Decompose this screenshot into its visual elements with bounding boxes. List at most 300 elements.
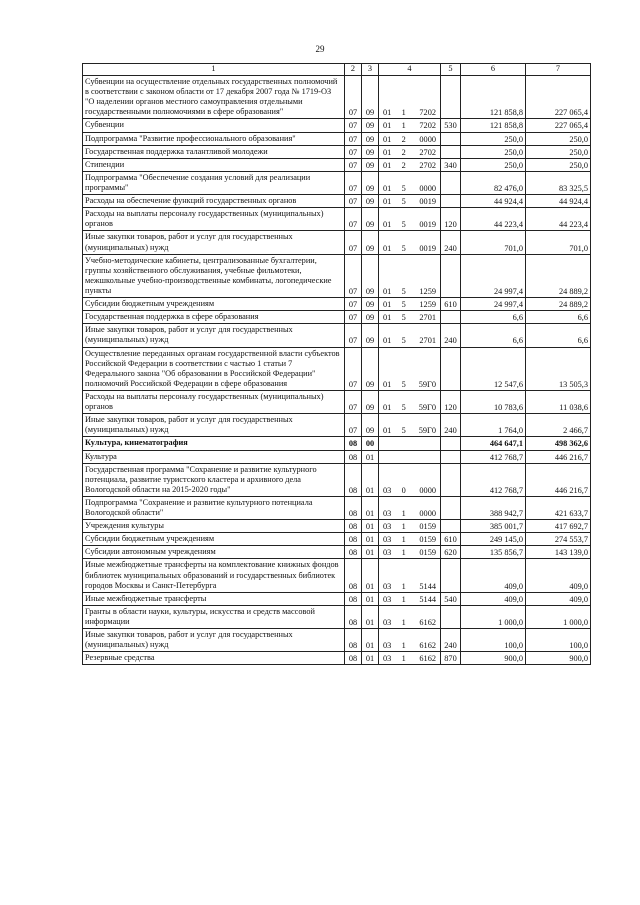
row-expense-type: 870 xyxy=(441,652,461,665)
row-section: 07 xyxy=(345,414,362,437)
row-direction-code: 0019 xyxy=(419,220,436,230)
row-subprogram-code: 5 xyxy=(401,426,406,436)
row-program-code: 01 xyxy=(383,147,392,157)
row-expense-type: 530 xyxy=(441,119,461,132)
row-subsection: 01 xyxy=(362,629,379,652)
row-amount-2017: 2 466,7 xyxy=(526,414,591,437)
row-expense-type: 540 xyxy=(441,592,461,605)
row-expense-type xyxy=(441,463,461,496)
row-section: 07 xyxy=(345,390,362,413)
row-amount-2017: 24 889,2 xyxy=(526,298,591,311)
row-amount-2016: 249 145,0 xyxy=(461,533,526,546)
row-program-code: 03 xyxy=(383,618,392,628)
table-row xyxy=(83,414,591,437)
row-section: 07 xyxy=(345,254,362,297)
row-amount-2016: 409,0 xyxy=(461,592,526,605)
row-subprogram-code: 0 xyxy=(401,485,406,495)
row-program-code: 03 xyxy=(383,509,392,519)
row-target-code xyxy=(379,414,441,437)
row-amount-2016: 412 768,7 xyxy=(461,450,526,463)
row-amount-2016: 10 783,6 xyxy=(461,390,526,413)
row-direction-code: 0000 xyxy=(419,183,436,193)
row-target-code xyxy=(379,195,441,208)
row-direction-code: 6162 xyxy=(419,654,436,664)
row-direction-code: 5144 xyxy=(419,594,436,604)
row-program-code: 01 xyxy=(383,300,392,310)
row-amount-2016: 1 764,0 xyxy=(461,414,526,437)
row-direction-code: 6162 xyxy=(419,641,436,651)
row-name: Расходы на выплаты персоналу государственных (муниципальных) органов xyxy=(83,390,345,413)
row-target-code xyxy=(379,437,441,450)
row-direction-code: 1259 xyxy=(419,300,436,310)
row-name: Резервные средства xyxy=(83,652,345,665)
row-expense-type: 610 xyxy=(441,298,461,311)
header-col-4: 4 xyxy=(379,64,441,76)
row-direction-code: 0000 xyxy=(419,509,436,519)
row-direction-code: 2702 xyxy=(419,160,436,170)
row-name: Стипендии xyxy=(83,158,345,171)
row-target-code xyxy=(379,629,441,652)
row-subsection: 09 xyxy=(362,171,379,194)
row-subprogram-code: 1 xyxy=(401,121,406,131)
row-name: Иные закупки товаров, работ и услуг для государственных (муниципальных) нужд xyxy=(83,629,345,652)
row-name: Учреждения культуры xyxy=(83,520,345,533)
row-amount-2016: 44 223,4 xyxy=(461,208,526,231)
row-name: Субсидии бюджетным учреждениям xyxy=(83,533,345,546)
row-target-code xyxy=(379,298,441,311)
row-expense-type xyxy=(441,496,461,519)
row-amount-2017: 1 000,0 xyxy=(526,605,591,628)
row-expense-type: 240 xyxy=(441,629,461,652)
row-amount-2016: 121 858,8 xyxy=(461,119,526,132)
row-amount-2016: 701,0 xyxy=(461,231,526,254)
row-subprogram-code: 2 xyxy=(401,160,406,170)
row-subprogram-code: 5 xyxy=(401,300,406,310)
row-direction-code: 5144 xyxy=(419,581,436,591)
table-row xyxy=(83,231,591,254)
row-subprogram-code: 5 xyxy=(401,313,406,323)
row-direction-code: 2702 xyxy=(419,147,436,157)
row-section: 07 xyxy=(345,324,362,347)
row-direction-code: 0019 xyxy=(419,243,436,253)
row-target-code xyxy=(379,592,441,605)
row-section: 08 xyxy=(345,652,362,665)
table-row xyxy=(83,520,591,533)
row-program-code: 03 xyxy=(383,548,392,558)
row-direction-code: 59Г0 xyxy=(418,426,436,436)
row-direction-code: 0159 xyxy=(419,535,436,545)
row-amount-2016: 1 000,0 xyxy=(461,605,526,628)
row-program-code: 01 xyxy=(383,286,392,296)
row-program-code: 01 xyxy=(383,108,392,118)
row-target-code xyxy=(379,158,441,171)
row-subprogram-code: 2 xyxy=(401,134,406,144)
row-amount-2017: 250,0 xyxy=(526,132,591,145)
row-expense-type: 240 xyxy=(441,231,461,254)
row-subsection: 01 xyxy=(362,652,379,665)
table-row xyxy=(83,437,591,450)
table-row xyxy=(83,311,591,324)
row-amount-2016: 24 997,4 xyxy=(461,298,526,311)
row-subsection: 09 xyxy=(362,231,379,254)
row-section: 07 xyxy=(345,298,362,311)
table-row xyxy=(83,629,591,652)
row-target-code xyxy=(379,119,441,132)
row-name: Подпрограмма "Обеспечение создания условий для реализации программы" xyxy=(83,171,345,194)
row-section: 08 xyxy=(345,559,362,592)
row-subprogram-code: 5 xyxy=(401,183,406,193)
row-name: Государственная программа "Сохранение и развитие культурного потенциала, развитие туристского кластера и архивного дела Вологодской области на 2015-2020 годы" xyxy=(83,463,345,496)
row-section: 08 xyxy=(345,450,362,463)
row-amount-2016: 100,0 xyxy=(461,629,526,652)
row-subsection: 01 xyxy=(362,450,379,463)
row-target-code xyxy=(379,605,441,628)
row-section: 08 xyxy=(345,463,362,496)
row-program-code: 01 xyxy=(383,243,392,253)
row-subsection: 09 xyxy=(362,158,379,171)
page-number: 29 xyxy=(315,44,325,54)
row-name: Иные межбюджетные трансферты на комплектование книжных фондов библиотек муниципальных образований и государственных библиотек городов Москвы и Санкт-Петербурга xyxy=(83,559,345,592)
row-name: Субвенции xyxy=(83,119,345,132)
row-subprogram-code: 5 xyxy=(401,220,406,230)
table-row xyxy=(83,171,591,194)
row-section: 07 xyxy=(345,195,362,208)
row-target-code xyxy=(379,546,441,559)
row-section: 08 xyxy=(345,629,362,652)
row-target-code xyxy=(379,145,441,158)
row-direction-code: 0159 xyxy=(419,548,436,558)
row-section: 08 xyxy=(345,592,362,605)
row-subsection: 09 xyxy=(362,390,379,413)
row-name: Субсидии бюджетным учреждениям xyxy=(83,298,345,311)
row-direction-code: 7202 xyxy=(419,121,436,131)
row-target-code xyxy=(379,652,441,665)
table-header-row xyxy=(83,64,591,76)
header-col-1: 1 xyxy=(83,64,345,76)
row-subsection: 01 xyxy=(362,533,379,546)
row-expense-type xyxy=(441,520,461,533)
row-subsection: 01 xyxy=(362,463,379,496)
row-direction-code: 1259 xyxy=(419,286,436,296)
row-section: 07 xyxy=(345,231,362,254)
row-name: Иные межбюджетные трансферты xyxy=(83,592,345,605)
row-section: 07 xyxy=(345,158,362,171)
row-direction-code: 0159 xyxy=(419,522,436,532)
row-subprogram-code: 1 xyxy=(401,618,406,628)
table-row xyxy=(83,463,591,496)
row-program-code: 01 xyxy=(383,403,392,413)
row-program-code: 01 xyxy=(383,336,392,346)
table-row xyxy=(83,132,591,145)
row-target-code xyxy=(379,171,441,194)
table-row xyxy=(83,546,591,559)
row-program-code: 01 xyxy=(383,379,392,389)
row-amount-2017: 100,0 xyxy=(526,629,591,652)
row-expense-type: 240 xyxy=(441,324,461,347)
table-row xyxy=(83,559,591,592)
table-row xyxy=(83,496,591,519)
row-subprogram-code: 1 xyxy=(401,509,406,519)
row-subsection: 09 xyxy=(362,119,379,132)
row-amount-2016: 409,0 xyxy=(461,559,526,592)
table-row xyxy=(83,324,591,347)
row-subsection: 01 xyxy=(362,605,379,628)
table-row xyxy=(83,298,591,311)
row-expense-type xyxy=(441,171,461,194)
row-program-code: 01 xyxy=(383,426,392,436)
row-expense-type xyxy=(441,145,461,158)
row-target-code xyxy=(379,311,441,324)
row-name: Гранты в области науки, культуры, искусства и средств массовой информации xyxy=(83,605,345,628)
row-subsection: 01 xyxy=(362,559,379,592)
row-subsection: 09 xyxy=(362,254,379,297)
row-subsection: 09 xyxy=(362,311,379,324)
row-amount-2016: 412 768,7 xyxy=(461,463,526,496)
row-subsection: 01 xyxy=(362,592,379,605)
table-row xyxy=(83,119,591,132)
row-subsection: 09 xyxy=(362,414,379,437)
row-amount-2017: 250,0 xyxy=(526,145,591,158)
row-name: Расходы на выплаты персоналу государственных (муниципальных) органов xyxy=(83,208,345,231)
row-amount-2016: 121 858,8 xyxy=(461,76,526,119)
row-direction-code: 59Г0 xyxy=(418,379,436,389)
row-amount-2016: 6,6 xyxy=(461,324,526,347)
row-amount-2017: 900,0 xyxy=(526,652,591,665)
row-target-code xyxy=(379,520,441,533)
row-subsection: 09 xyxy=(362,76,379,119)
row-target-code xyxy=(379,208,441,231)
row-expense-type xyxy=(441,450,461,463)
row-amount-2016: 900,0 xyxy=(461,652,526,665)
row-amount-2017: 446 216,7 xyxy=(526,463,591,496)
row-amount-2017: 44 924,4 xyxy=(526,195,591,208)
row-amount-2016: 464 647,1 xyxy=(461,437,526,450)
row-section: 08 xyxy=(345,546,362,559)
row-subsection: 09 xyxy=(362,195,379,208)
row-program-code: 01 xyxy=(383,160,392,170)
row-subprogram-code: 2 xyxy=(401,147,406,157)
row-section: 07 xyxy=(345,145,362,158)
row-name: Культура, кинематография xyxy=(83,437,345,450)
row-program-code: 03 xyxy=(383,641,392,651)
row-section: 07 xyxy=(345,311,362,324)
row-subsection: 09 xyxy=(362,347,379,390)
row-program-code: 03 xyxy=(383,594,392,604)
row-expense-type xyxy=(441,605,461,628)
table-row xyxy=(83,145,591,158)
row-subprogram-code: 1 xyxy=(401,594,406,604)
row-target-code xyxy=(379,463,441,496)
header-col-6: 6 xyxy=(461,64,526,76)
row-target-code xyxy=(379,533,441,546)
row-subprogram-code: 1 xyxy=(401,522,406,532)
row-name: Расходы на обеспечение функций государственных органов xyxy=(83,195,345,208)
row-target-code xyxy=(379,496,441,519)
row-program-code: 01 xyxy=(383,183,392,193)
row-amount-2016: 44 924,4 xyxy=(461,195,526,208)
row-amount-2016: 24 997,4 xyxy=(461,254,526,297)
row-amount-2016: 250,0 xyxy=(461,158,526,171)
row-section: 08 xyxy=(345,496,362,519)
row-amount-2016: 12 547,6 xyxy=(461,347,526,390)
row-name: Учебно-методические кабинеты, централизованные бухгалтерии, группы хозяйственного обслуживания, учебные фильмотеки, межшкольные учебно-производственные комбинаты, логопедические пункты xyxy=(83,254,345,297)
row-amount-2017: 274 553,7 xyxy=(526,533,591,546)
table-row xyxy=(83,592,591,605)
row-subprogram-code: 5 xyxy=(401,403,406,413)
row-target-code xyxy=(379,324,441,347)
row-section: 08 xyxy=(345,437,362,450)
row-subprogram-code: 5 xyxy=(401,243,406,253)
row-subprogram-code: 1 xyxy=(401,654,406,664)
row-amount-2016: 385 001,7 xyxy=(461,520,526,533)
row-section: 08 xyxy=(345,533,362,546)
row-expense-type xyxy=(441,76,461,119)
row-expense-type: 340 xyxy=(441,158,461,171)
table-row xyxy=(83,208,591,231)
row-amount-2017: 227 065,4 xyxy=(526,76,591,119)
row-program-code: 03 xyxy=(383,535,392,545)
budget-table xyxy=(82,63,591,665)
row-name: Иные закупки товаров, работ и услуг для государственных (муниципальных) нужд xyxy=(83,414,345,437)
row-subprogram-code: 1 xyxy=(401,108,406,118)
row-program-code: 03 xyxy=(383,485,392,495)
row-target-code xyxy=(379,390,441,413)
table-row xyxy=(83,195,591,208)
row-amount-2017: 409,0 xyxy=(526,559,591,592)
row-expense-type: 120 xyxy=(441,208,461,231)
row-amount-2016: 250,0 xyxy=(461,145,526,158)
row-name: Государственная поддержка в сфере образования xyxy=(83,311,345,324)
row-name: Культура xyxy=(83,450,345,463)
row-section: 08 xyxy=(345,520,362,533)
row-program-code: 03 xyxy=(383,522,392,532)
row-subsection: 09 xyxy=(362,324,379,347)
row-subsection: 09 xyxy=(362,132,379,145)
row-amount-2017: 44 223,4 xyxy=(526,208,591,231)
row-expense-type xyxy=(441,254,461,297)
row-section: 07 xyxy=(345,171,362,194)
row-subsection: 09 xyxy=(362,298,379,311)
row-program-code: 01 xyxy=(383,220,392,230)
row-subsection: 01 xyxy=(362,520,379,533)
row-amount-2017: 83 325,5 xyxy=(526,171,591,194)
row-subprogram-code: 1 xyxy=(401,548,406,558)
row-amount-2017: 417 692,7 xyxy=(526,520,591,533)
row-subprogram-code: 5 xyxy=(401,286,406,296)
row-program-code: 01 xyxy=(383,197,392,207)
row-program-code: 01 xyxy=(383,134,392,144)
row-subprogram-code: 1 xyxy=(401,641,406,651)
row-expense-type xyxy=(441,559,461,592)
row-expense-type: 120 xyxy=(441,390,461,413)
table-row xyxy=(83,652,591,665)
row-name: Государственная поддержка талантливой молодежи xyxy=(83,145,345,158)
row-target-code xyxy=(379,450,441,463)
table-row xyxy=(83,347,591,390)
row-target-code xyxy=(379,254,441,297)
row-direction-code: 0000 xyxy=(419,485,436,495)
row-amount-2017: 13 505,3 xyxy=(526,347,591,390)
row-name: Субвенции на осуществление отдельных государственных полномочий в соответствии с законом области от 17 декабря 2007 года № 1719-ОЗ "О наделении органов местного самоуправления отдельными государственными полномочиями в сфере образования" xyxy=(83,76,345,119)
row-subprogram-code: 1 xyxy=(401,535,406,545)
row-amount-2017: 498 362,6 xyxy=(526,437,591,450)
row-amount-2017: 409,0 xyxy=(526,592,591,605)
row-amount-2016: 250,0 xyxy=(461,132,526,145)
header-col-2: 2 xyxy=(345,64,362,76)
table-row xyxy=(83,533,591,546)
row-expense-type: 240 xyxy=(441,414,461,437)
row-subsection: 00 xyxy=(362,437,379,450)
row-direction-code: 59Г0 xyxy=(418,403,436,413)
row-amount-2017: 250,0 xyxy=(526,158,591,171)
row-name: Субсидии автономным учреждениям xyxy=(83,546,345,559)
row-direction-code: 2701 xyxy=(419,336,436,346)
row-name: Иные закупки товаров, работ и услуг для государственных (муниципальных) нужд xyxy=(83,324,345,347)
row-subprogram-code: 5 xyxy=(401,379,406,389)
row-subprogram-code: 1 xyxy=(401,581,406,591)
row-subsection: 01 xyxy=(362,546,379,559)
row-section: 07 xyxy=(345,119,362,132)
row-program-code: 03 xyxy=(383,654,392,664)
row-expense-type xyxy=(441,437,461,450)
row-amount-2017: 446 216,7 xyxy=(526,450,591,463)
row-expense-type xyxy=(441,195,461,208)
row-subsection: 09 xyxy=(362,208,379,231)
row-target-code xyxy=(379,347,441,390)
row-program-code: 01 xyxy=(383,313,392,323)
row-section: 07 xyxy=(345,132,362,145)
row-name: Подпрограмма "Развитие профессионального образования" xyxy=(83,132,345,145)
row-amount-2017: 143 139,0 xyxy=(526,546,591,559)
row-amount-2017: 6,6 xyxy=(526,324,591,347)
row-expense-type xyxy=(441,132,461,145)
row-name: Подпрограмма "Сохранение и развитие культурного потенциала Вологодской области" xyxy=(83,496,345,519)
row-direction-code: 6162 xyxy=(419,618,436,628)
row-subsection: 01 xyxy=(362,496,379,519)
row-direction-code: 2701 xyxy=(419,313,436,323)
row-amount-2016: 6,6 xyxy=(461,311,526,324)
row-subprogram-code: 5 xyxy=(401,197,406,207)
row-expense-type xyxy=(441,311,461,324)
row-amount-2017: 11 038,6 xyxy=(526,390,591,413)
row-expense-type xyxy=(441,347,461,390)
row-amount-2017: 421 633,7 xyxy=(526,496,591,519)
row-section: 08 xyxy=(345,605,362,628)
table-row xyxy=(83,76,591,119)
header-col-7: 7 xyxy=(526,64,591,76)
row-direction-code: 0019 xyxy=(419,197,436,207)
row-program-code: 01 xyxy=(383,121,392,131)
row-target-code xyxy=(379,132,441,145)
table-row xyxy=(83,605,591,628)
row-expense-type: 610 xyxy=(441,533,461,546)
row-amount-2017: 701,0 xyxy=(526,231,591,254)
row-amount-2017: 24 889,2 xyxy=(526,254,591,297)
row-section: 07 xyxy=(345,208,362,231)
row-subprogram-code: 5 xyxy=(401,336,406,346)
row-name: Иные закупки товаров, работ и услуг для государственных (муниципальных) нужд xyxy=(83,231,345,254)
table-row xyxy=(83,450,591,463)
row-target-code xyxy=(379,76,441,119)
row-name: Осуществление переданных органам государственной власти субъектов Российской Федерации в соответствии с частью 1 статьи 7 Федерального закона "Об образовании в Российской Федерации" полномочий Российской Федерации в сфере образования xyxy=(83,347,345,390)
row-section: 07 xyxy=(345,76,362,119)
table-row xyxy=(83,390,591,413)
table-row xyxy=(83,158,591,171)
row-subsection: 09 xyxy=(362,145,379,158)
row-target-code xyxy=(379,559,441,592)
row-target-code xyxy=(379,231,441,254)
row-amount-2016: 135 856,7 xyxy=(461,546,526,559)
